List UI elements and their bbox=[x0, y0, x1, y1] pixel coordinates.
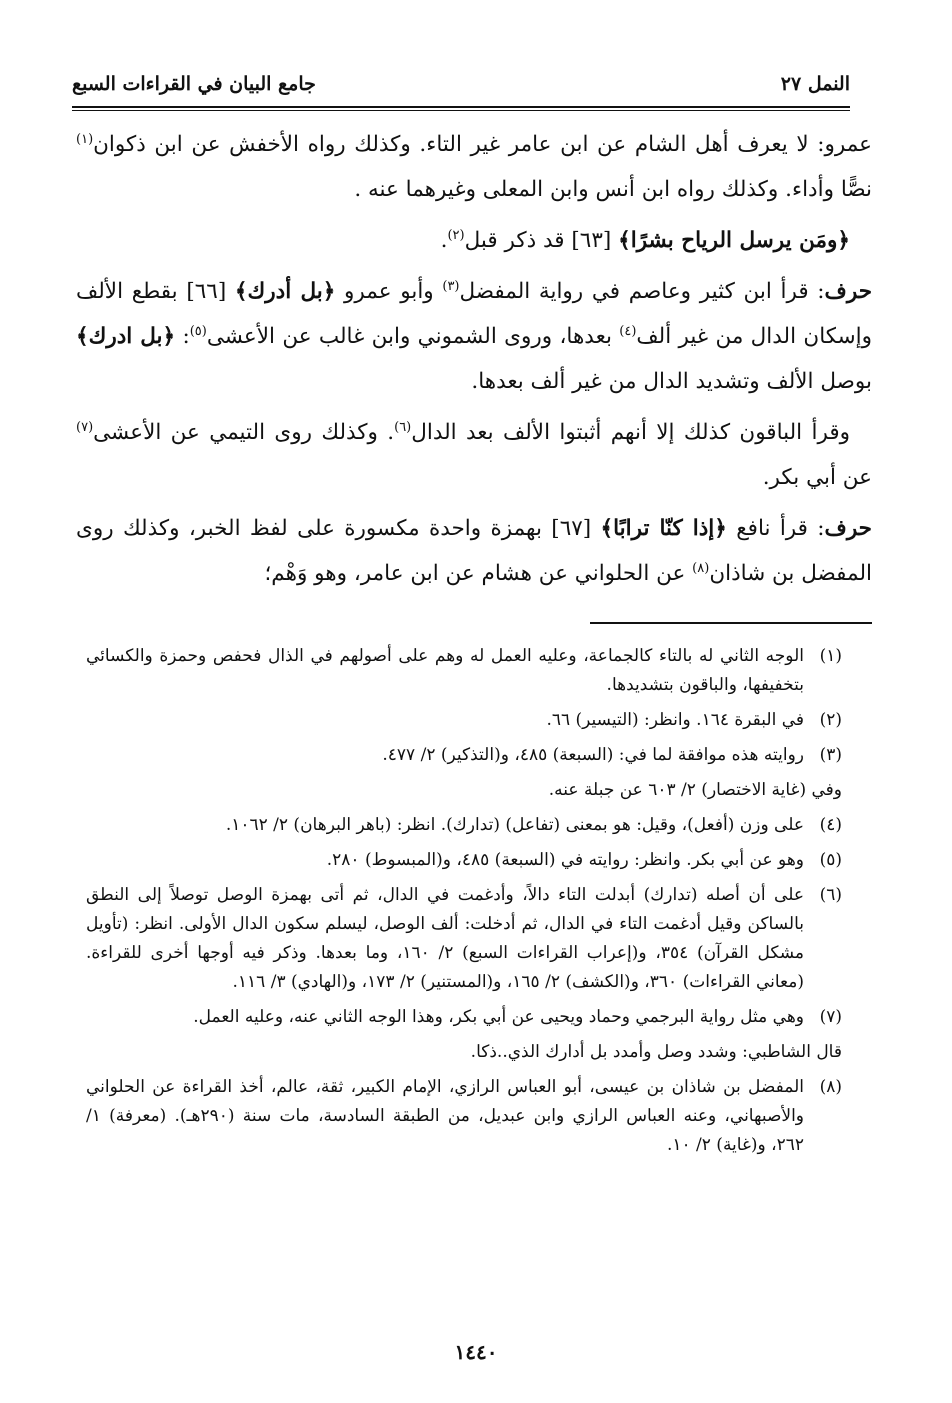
footnote-3-continuation: وفي (غاية الاختصار) ٢/ ٦٠٣ عن جبلة عنه. bbox=[548, 780, 842, 800]
page-number: ١٤٤٠ bbox=[454, 1340, 498, 1364]
footnote-ref: (٨) bbox=[692, 560, 710, 576]
footnote-8 bbox=[86, 1073, 842, 1160]
footnote-ref: (٧) bbox=[76, 419, 94, 435]
footnote-2 bbox=[86, 706, 842, 735]
footnote-3 bbox=[86, 741, 842, 770]
text-run: . bbox=[440, 228, 448, 253]
quran-verse: ﴿إذا كنّا ترابًا﴾ bbox=[600, 516, 727, 541]
section-label: حرف bbox=[824, 516, 872, 541]
footnote-number: (٦) bbox=[819, 885, 842, 905]
header-book-title: جامع البيان في القراءات السبع bbox=[72, 73, 316, 95]
text-run: بوصل الألف وتشديد الدال من غير ألف بعدها. bbox=[471, 369, 872, 394]
footnote-number: (٧) bbox=[819, 1007, 842, 1027]
footnote-text: المفضل بن شاذان بن عيسى، أبو العباس الرازي، الإمام الكبير، ثقة، عالم، أخذ القراءة عن الحلواني والأصبهاني، وعنه العباس الرازي وابن عبديل، من الطبقة السادسة، مات سنة (٢٩٠هـ). (معرفة) ١/ ٢٦٢، و(غاية) ٢/ ١٠. bbox=[86, 1077, 805, 1155]
footnote-text: على أن أصله (تدارك) أبدلت التاء دالاً، وأدغمت في الدال، ثم أتى بهمزة الوصل توصلاً إلى النطق بالساكن وقيل أدغمت التاء في الدال، ثم أدخلت: ألف الوصل، ليسلم سكون الدال الأولى. انظر: (تأويل مشكل القرآن) ٣٥٤، و(إعراب القراءات السبع) ٢/ ١٦٠، وما بعدها. وذكر فيه أوجها أخرى للقراءة. (معاني القراءات) ٣٦٠، و(الكشف) ٢/ ١٦٥، و(المستنير) ٢/ ١٧٣، و(الهادي) ٣/ ١١٦. bbox=[86, 885, 804, 992]
footnote-text: روايته هذه موافقة لما في: (السبعة) ٤٨٥، و(التذكير) ٢/ ٤٧٧. bbox=[382, 745, 804, 765]
paragraph-5 bbox=[76, 506, 872, 596]
footnote-ref: (٦) bbox=[394, 419, 412, 435]
footnote-number: (٣) bbox=[819, 745, 842, 765]
footnote-text: في البقرة ١٦٤. وانظر: (التيسير) ٦٦. bbox=[546, 710, 804, 730]
footnote-ref: (٣) bbox=[442, 278, 460, 294]
main-text bbox=[76, 122, 872, 602]
text-run: عن الحلواني عن هشام عن ابن عامر، وهو وَهْم؛ bbox=[264, 561, 693, 586]
text-run: [٦٣] قد ذكر قبل bbox=[464, 228, 619, 253]
footnote-text: على وزن (أفعل)، وقيل: هو بمعنى (تفاعل) (تدارك). انظر: (باهر البرهان) ٢/ ١٠٦٢. bbox=[225, 815, 804, 835]
header-rule bbox=[72, 106, 850, 111]
footnote-number: (٤) bbox=[819, 815, 842, 835]
header-section-label: النمل ٢٧ bbox=[780, 73, 850, 95]
footnote-text: الوجه الثاني له بالتاء كالجماعة، وعليه العمل له وهم على أصولهم في الذال فحفص وحمزة والكسائي بتخفيفها، والباقون بتشديدها. bbox=[86, 646, 804, 695]
running-header bbox=[72, 62, 850, 106]
quran-verse: ﴿بل ادرك﴾ bbox=[76, 324, 176, 349]
text-run: نصًّا وأداء. وكذلك رواه ابن أنس وابن المعلى وغيرهما عنه . bbox=[354, 177, 872, 202]
text-run: عمرو: لا يعرف أهل الشام عن ابن عامر غير التاء. وكذلك رواه الأخفش عن ابن ذكوان bbox=[93, 132, 872, 157]
paragraph-4 bbox=[76, 410, 872, 500]
text-run: وأبو عمرو bbox=[335, 279, 443, 304]
footnote-6 bbox=[86, 881, 842, 997]
footnote-number: (٥) bbox=[819, 850, 842, 870]
text-run: . وكذلك روى التيمي عن الأعشى bbox=[93, 420, 395, 445]
text-run: : bbox=[175, 324, 190, 349]
text-run: عن أبي بكر. bbox=[762, 465, 872, 490]
footnote-7 bbox=[86, 1003, 842, 1032]
footnote-separator bbox=[590, 622, 872, 624]
paragraph-3 bbox=[76, 269, 872, 404]
footnote-text: وهو عن أبي بكر. وانظر: روايته في (السبعة) ٤٨٥، و(المبسوط) ٢٨٠. bbox=[326, 850, 804, 870]
footnotes bbox=[86, 642, 842, 1166]
footnote-7-continuation: قال الشاطبي: وشدد وصل وأمدد بل أدارك الذي..ذكا. bbox=[470, 1042, 842, 1062]
quran-verse: ﴿بل أدرك﴾ bbox=[234, 279, 336, 304]
section-label: حرف bbox=[824, 279, 872, 304]
footnote-ref: (٥) bbox=[189, 323, 207, 339]
text-run: بعدها، وروى الشموني وابن غالب عن الأعشى bbox=[206, 324, 620, 349]
text-run: [٦٧] بهمزة واحدة مكسورة على لفظ الخبر، وكذلك روى المفضل بن شاذان bbox=[76, 516, 872, 586]
text-run: : قرأ ابن كثير وعاصم في رواية المفضل bbox=[459, 279, 825, 304]
footnote-number: (٢) bbox=[819, 710, 842, 730]
text-run: : قرأ نافع bbox=[726, 516, 825, 541]
footnote-text: وهي مثل رواية البرجمي وحماد ويحيى عن أبي بكر، وهذا الوجه الثاني عنه، وعليه العمل. bbox=[193, 1007, 804, 1027]
footnote-number: (٨) bbox=[819, 1077, 842, 1097]
footnote-ref: (١) bbox=[76, 131, 94, 147]
paragraph-2 bbox=[76, 218, 872, 263]
footnote-4 bbox=[86, 811, 842, 840]
text-run: [٦٦] بقطع الألف وإسكان الدال من غير ألف bbox=[76, 279, 872, 349]
paragraph-1 bbox=[76, 122, 872, 212]
text-run: وقرأ الباقون كذلك إلا أنهم أثبتوا الألف بعد الدال bbox=[411, 420, 850, 445]
footnote-5 bbox=[86, 846, 842, 875]
footnote-ref: (٢) bbox=[447, 227, 465, 243]
quran-verse: ﴿ومَن يرسل الرياح بشرًا﴾ bbox=[618, 228, 850, 253]
footnote-1 bbox=[86, 642, 842, 700]
footnote-number: (١) bbox=[819, 646, 842, 666]
footnote-ref: (٤) bbox=[619, 323, 637, 339]
